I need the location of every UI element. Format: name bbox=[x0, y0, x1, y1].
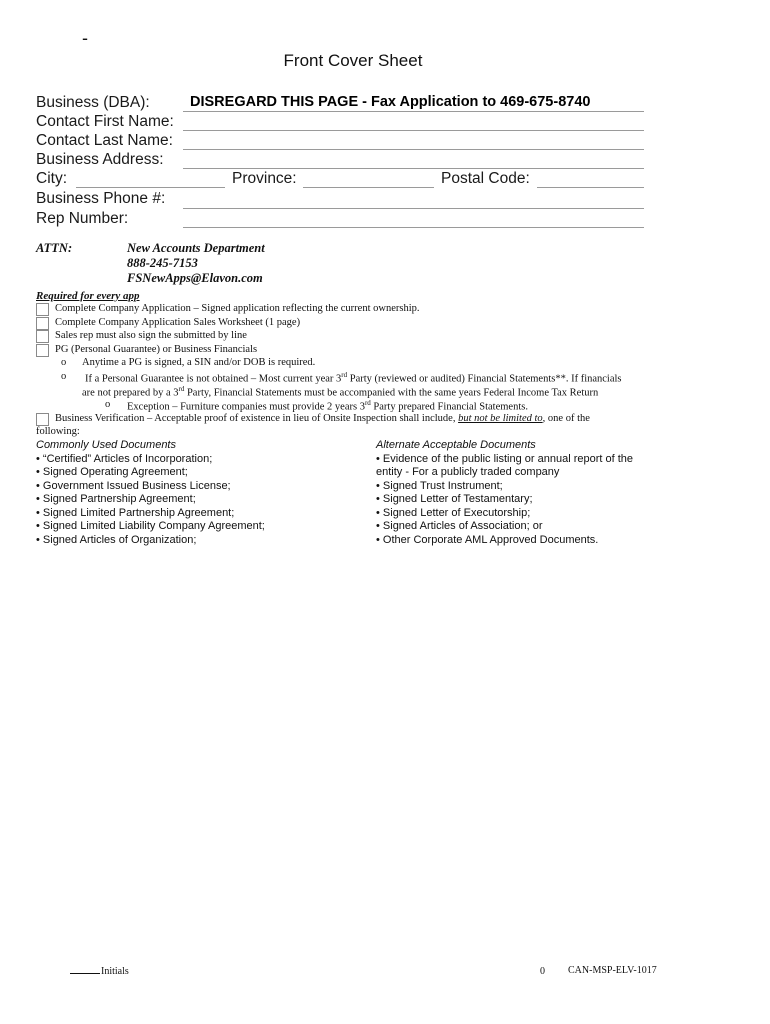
list-item: • Signed Operating Agreement; bbox=[36, 466, 188, 478]
common-documents-heading: Commonly Used Documents bbox=[36, 439, 176, 451]
list-item: • Signed Limited Partnership Agreement; bbox=[36, 507, 235, 519]
sub-bullet-marker: o bbox=[105, 399, 111, 410]
business-address-label: Business Address: bbox=[36, 151, 164, 168]
checkbox-company-application[interactable] bbox=[36, 303, 49, 316]
business-phone-field[interactable] bbox=[183, 207, 644, 209]
postal-code-field[interactable] bbox=[537, 186, 644, 188]
requirement-item: Sales rep must also sign the submitted by line bbox=[55, 330, 247, 341]
alternate-documents-heading: Alternate Acceptable Documents bbox=[376, 439, 536, 451]
list-item: entity - For a publicly traded company bbox=[376, 466, 560, 478]
list-item: • Signed Letter of Testamentary; bbox=[376, 493, 533, 505]
initials-footer: Initials bbox=[70, 964, 129, 977]
checkbox-pg-financials[interactable] bbox=[36, 344, 49, 357]
contact-first-name-label: Contact First Name: bbox=[36, 113, 174, 130]
requirement-item: Complete Company Application Sales Worksheet (1 page) bbox=[55, 317, 301, 328]
contact-last-name-label: Contact Last Name: bbox=[36, 132, 173, 149]
checkbox-sales-rep-sign[interactable] bbox=[36, 330, 49, 343]
list-item: • Signed Articles of Organization; bbox=[36, 534, 197, 546]
list-item: • Other Corporate AML Approved Documents. bbox=[376, 534, 599, 546]
business-address-field[interactable] bbox=[183, 167, 644, 169]
requirements-heading: Required for every app bbox=[36, 290, 140, 302]
rep-number-field[interactable] bbox=[183, 226, 644, 228]
page-title: Front Cover Sheet bbox=[283, 51, 423, 70]
attn-label: ATTN: bbox=[36, 241, 73, 255]
business-dba-line[interactable] bbox=[183, 110, 644, 112]
attn-phone: 888-245-7153 bbox=[127, 256, 198, 270]
attn-email: FSNewApps@Elavon.com bbox=[127, 271, 263, 285]
sub-requirement-sin: Anytime a PG is signed, a SIN and/or DOB is required. bbox=[82, 357, 316, 368]
initials-blank[interactable] bbox=[70, 964, 100, 974]
requirement-item: Complete Company Application – Signed application reflecting the current ownership. bbox=[55, 303, 420, 314]
list-item: • Evidence of the public listing or annual report of the bbox=[376, 453, 634, 465]
sub-requirement-pg-not-obtained: If a Personal Guarantee is not obtained – Most current year 3rd Party (reviewed or audited) Financial Statements**. If financials bbox=[85, 371, 622, 385]
sub-bullet-marker: o bbox=[61, 357, 67, 368]
business-verification-text: Business Verification – Acceptable proof of existence in lieu of Onsite Inspection shall include, but not be limited to, one of the bbox=[55, 413, 590, 424]
checkbox-sales-worksheet[interactable] bbox=[36, 317, 49, 330]
contact-last-name-field[interactable] bbox=[183, 148, 644, 150]
header-dash: - bbox=[82, 28, 88, 48]
form-code: CAN-MSP-ELV-1017 bbox=[568, 965, 657, 976]
city-field[interactable] bbox=[76, 186, 225, 188]
business-dba-value: DISREGARD THIS PAGE - Fax Application to 469-675-8740 bbox=[190, 94, 591, 110]
rep-number-label: Rep Number: bbox=[36, 210, 129, 227]
business-dba-label: Business (DBA): bbox=[36, 94, 150, 111]
list-item: • Government Issued Business License; bbox=[36, 480, 231, 492]
requirement-item: PG (Personal Guarantee) or Business Financials bbox=[55, 344, 258, 355]
sub-bullet-marker: o bbox=[61, 371, 67, 382]
checkbox-business-verification[interactable] bbox=[36, 413, 49, 426]
sub-requirement-furniture-exception: Exception – Furniture companies must provide 2 years 3rd Party prepared Financial Statements. bbox=[127, 399, 528, 413]
list-item: • Signed Trust Instrument; bbox=[376, 480, 503, 492]
page-number: 0 bbox=[540, 966, 545, 977]
list-item: • Signed Limited Liability Company Agreement; bbox=[36, 520, 265, 532]
list-item: • “Certified” Articles of Incorporation; bbox=[36, 453, 213, 465]
province-field[interactable] bbox=[303, 186, 434, 188]
business-phone-label: Business Phone #: bbox=[36, 190, 166, 207]
province-label: Province: bbox=[232, 170, 297, 187]
sub-requirement-pg-continued: are not prepared by a 3rd Party, Financial Statements must be accompanied with the same years Federal Income Tax Return bbox=[82, 385, 599, 399]
city-label: City: bbox=[36, 170, 67, 187]
list-item: • Signed Letter of Executorship; bbox=[376, 507, 531, 519]
business-verification-continued: following: bbox=[36, 426, 80, 437]
list-item: • Signed Articles of Association; or bbox=[376, 520, 543, 532]
attn-department: New Accounts Department bbox=[127, 241, 265, 255]
contact-first-name-field[interactable] bbox=[183, 129, 644, 131]
postal-code-label: Postal Code: bbox=[441, 170, 530, 187]
list-item: • Signed Partnership Agreement; bbox=[36, 493, 196, 505]
